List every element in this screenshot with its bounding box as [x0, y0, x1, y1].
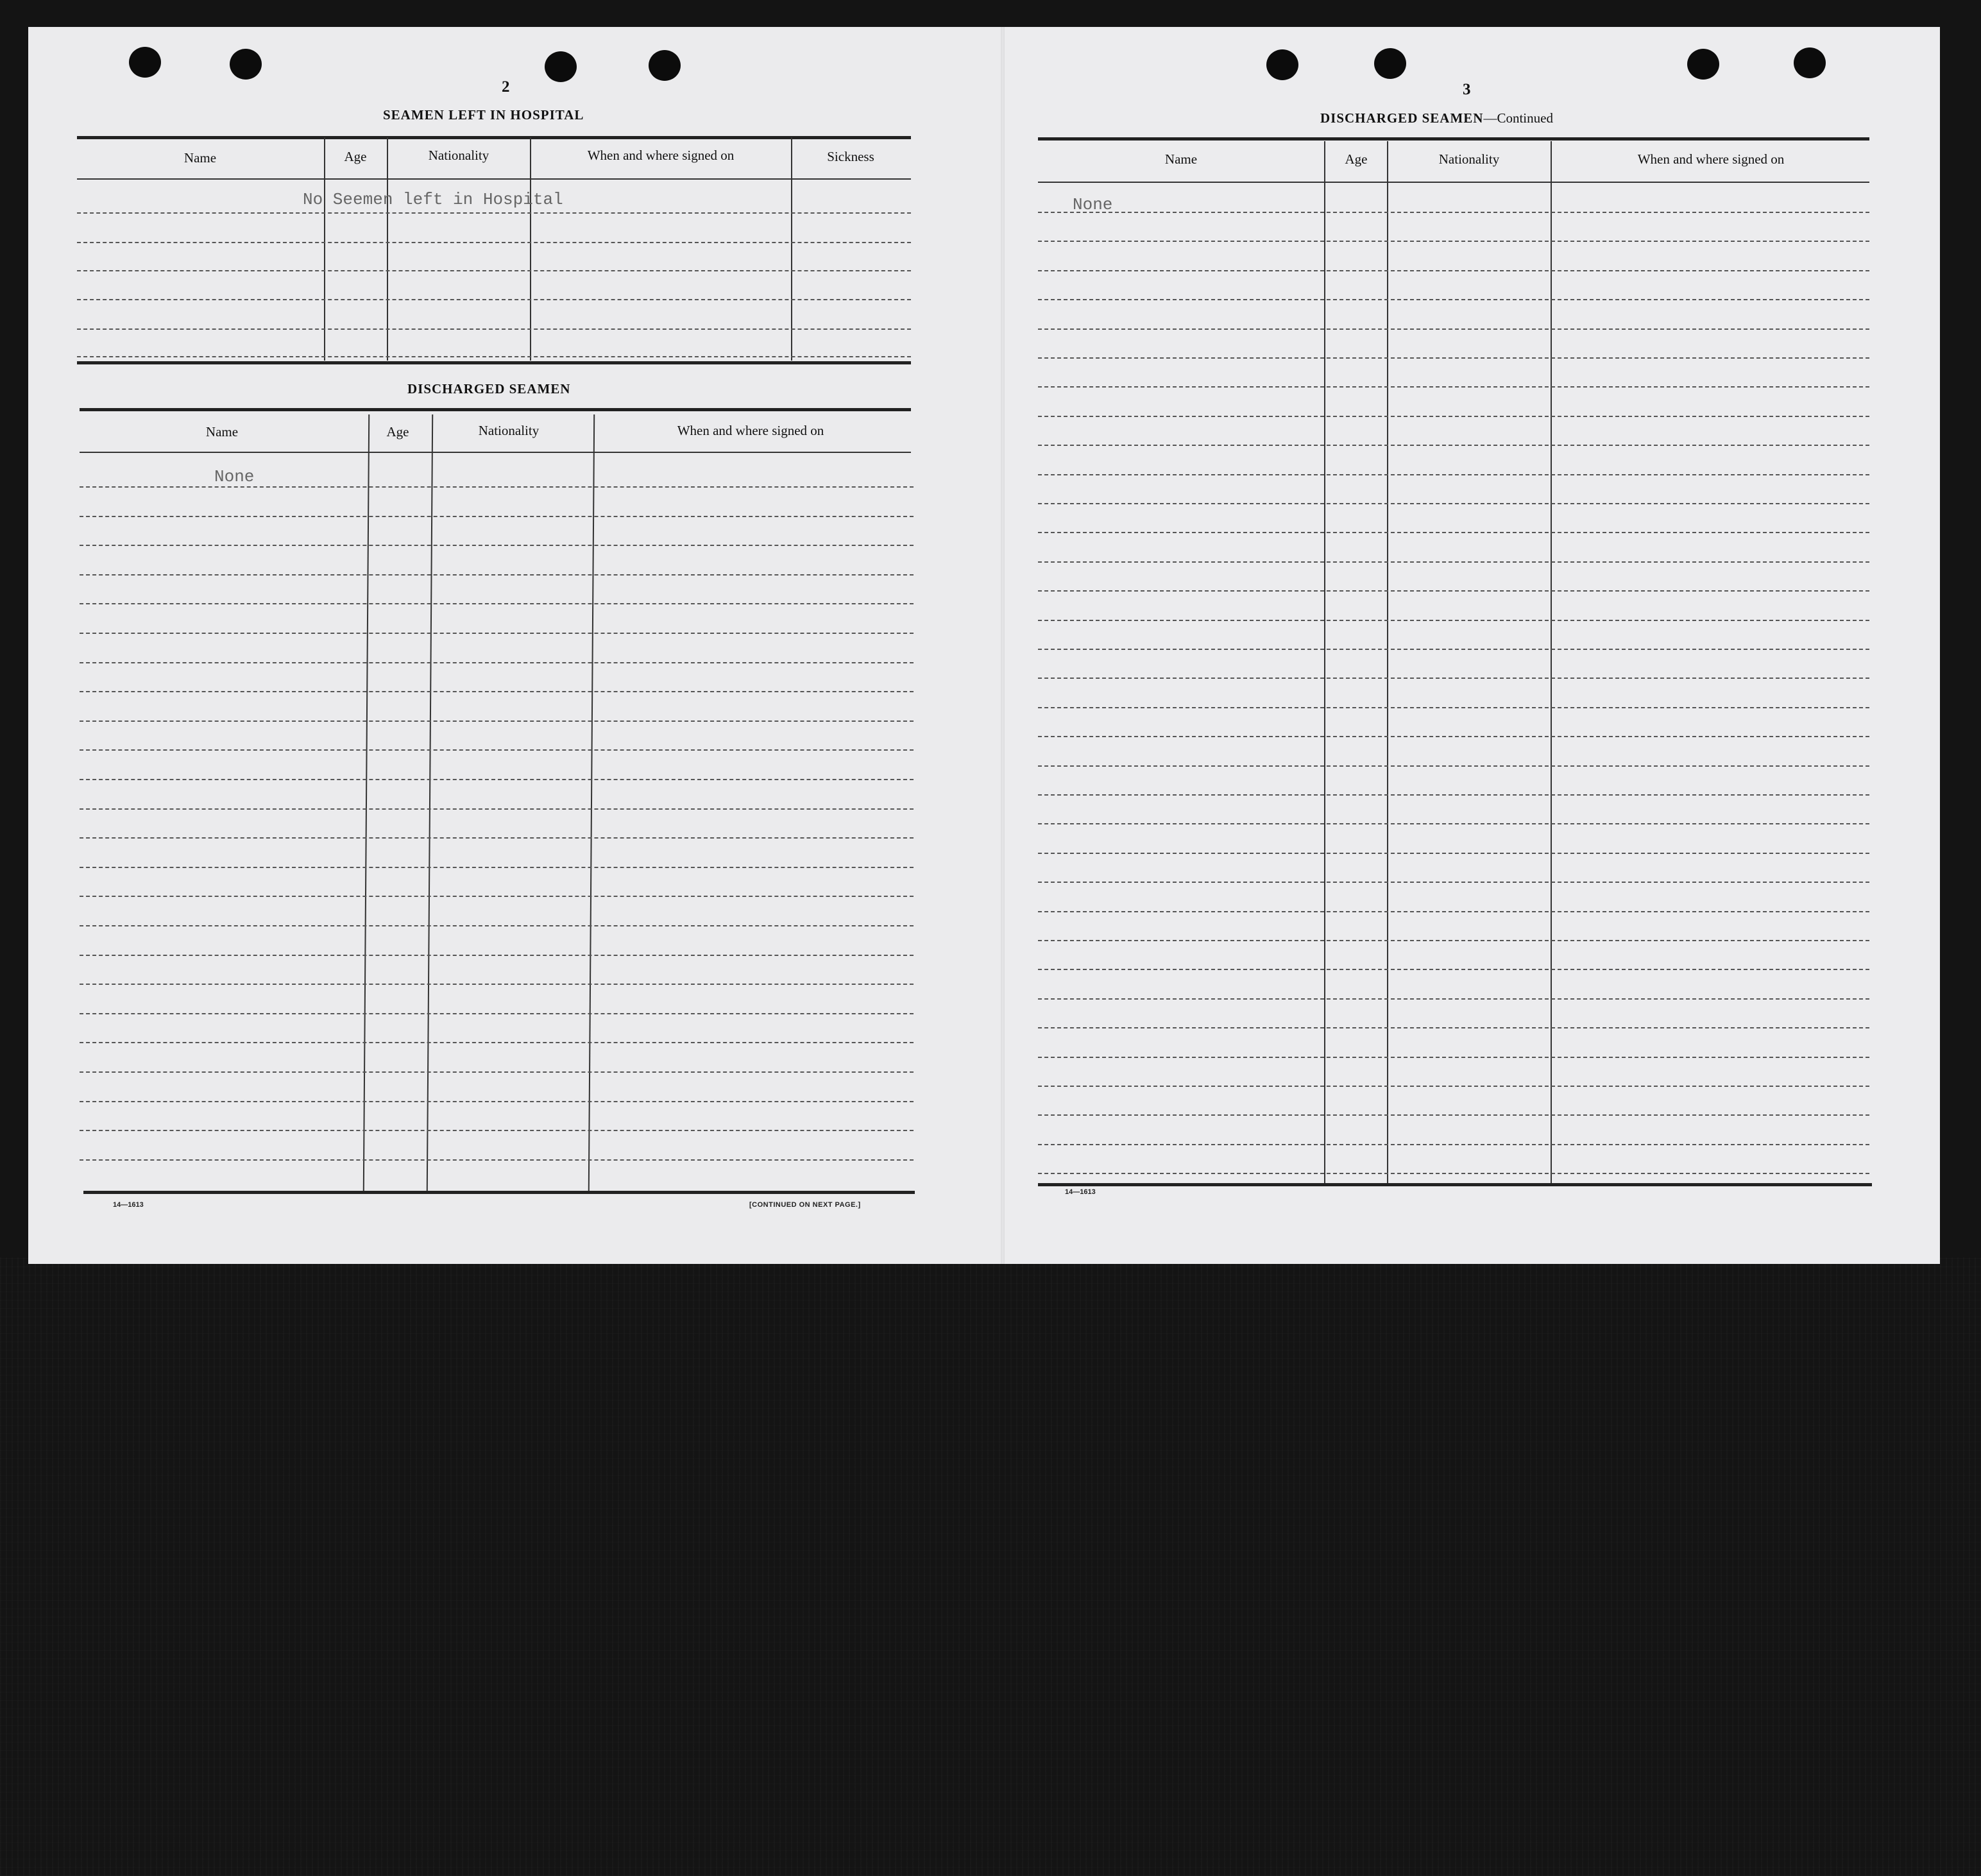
table-row — [80, 516, 914, 517]
column-header-sickness: Sickness — [827, 149, 874, 164]
table-row — [80, 662, 914, 663]
title-text: DISCHARGED SEAMEN — [1320, 110, 1484, 126]
punch-hole — [1266, 49, 1298, 80]
header-bottom-rule — [77, 178, 911, 180]
punch-hole — [649, 50, 681, 81]
column-header-signed-on: When and where signed on — [587, 148, 735, 163]
table-row — [80, 545, 914, 546]
table-row — [1038, 1027, 1869, 1028]
table-row — [80, 896, 914, 897]
table-top-rule — [1038, 137, 1869, 141]
table-bottom-rule — [77, 361, 911, 364]
table-row — [77, 356, 911, 357]
continued-note: [CONTINUED ON NEXT PAGE.] — [749, 1201, 861, 1209]
table-row — [77, 212, 911, 214]
table-row — [1038, 503, 1869, 504]
table-row — [1038, 823, 1869, 824]
form-number: 14—1613 — [113, 1201, 144, 1209]
table-row — [77, 270, 911, 271]
scanner-background — [0, 1258, 1981, 1876]
table-row — [80, 721, 914, 722]
table-row — [80, 574, 914, 576]
table-row — [1038, 853, 1869, 854]
table-row — [80, 486, 914, 488]
table-row — [1038, 357, 1869, 359]
typed-entry-no-seamen: No Seemen left in Hospital — [303, 190, 563, 209]
table-row — [80, 837, 914, 839]
table-row — [80, 1101, 914, 1102]
table-row — [80, 984, 914, 985]
column-divider — [324, 137, 325, 361]
table-row — [1038, 1114, 1869, 1116]
table-row — [1038, 299, 1869, 300]
table-row — [1038, 969, 1869, 970]
table-row — [77, 242, 911, 243]
table-row — [80, 1071, 914, 1073]
table-top-rule — [80, 408, 911, 411]
column-header-name: Name — [1164, 151, 1198, 167]
table-row — [80, 867, 914, 868]
table-row — [1038, 445, 1869, 446]
table-row — [1038, 765, 1869, 767]
punch-hole — [1374, 48, 1406, 79]
table-row — [1038, 386, 1869, 388]
hospital-section-title: SEAMEN LEFT IN HOSPITAL — [383, 107, 584, 123]
column-header-nationality: Nationality — [428, 148, 489, 163]
title-suffix: —Continued — [1483, 110, 1553, 126]
table-row — [1038, 590, 1869, 592]
discharged-section-title: DISCHARGED SEAMEN — [407, 381, 571, 397]
table-row — [77, 328, 911, 330]
table-row — [80, 1042, 914, 1043]
table-row — [1038, 1144, 1869, 1145]
table-row — [1038, 474, 1869, 475]
header-bottom-rule — [80, 452, 911, 453]
typed-entry-none: None — [214, 467, 255, 486]
table-row — [80, 691, 914, 692]
table-row — [80, 633, 914, 634]
table-row — [80, 749, 914, 751]
table-row — [1038, 882, 1869, 883]
page-fold — [1001, 27, 1005, 1264]
table-row — [1038, 940, 1869, 941]
page-number: 3 — [1463, 81, 1471, 98]
table-row — [80, 1130, 914, 1131]
column-divider — [530, 137, 531, 361]
table-top-rule — [77, 136, 911, 139]
table-row — [77, 299, 911, 300]
table-row — [1038, 707, 1869, 708]
table-bottom-rule — [83, 1191, 915, 1194]
column-divider — [791, 137, 792, 361]
table-row — [1038, 532, 1869, 533]
table-row — [1038, 328, 1869, 330]
column-header-age: Age — [344, 149, 367, 164]
column-header-nationality: Nationality — [1438, 151, 1500, 167]
column-header-signed-on: When and where signed on — [677, 423, 824, 438]
punch-hole — [230, 49, 262, 80]
table-row — [1038, 911, 1869, 912]
table-row — [1038, 678, 1869, 679]
page-number: 2 — [502, 78, 510, 96]
table-row — [1038, 620, 1869, 621]
punch-hole — [1794, 47, 1826, 78]
table-row — [1038, 1086, 1869, 1087]
table-row — [80, 1013, 914, 1014]
column-divider — [387, 137, 388, 361]
table-row — [80, 808, 914, 810]
header-bottom-rule — [1038, 182, 1869, 183]
table-row — [80, 779, 914, 780]
column-header-name: Name — [205, 424, 239, 439]
punch-hole — [129, 47, 161, 78]
table-row — [1038, 649, 1869, 650]
form-number: 14—1613 — [1065, 1188, 1096, 1196]
column-header-age: Age — [386, 424, 409, 439]
column-header-nationality: Nationality — [478, 423, 540, 438]
column-header-age: Age — [1345, 151, 1368, 167]
table-row — [80, 603, 914, 604]
table-row — [1038, 416, 1869, 417]
table-row — [1038, 212, 1869, 213]
table-row — [80, 1159, 914, 1161]
table-row — [1038, 1057, 1869, 1058]
continued-section-title — [1320, 110, 1553, 126]
punch-hole — [545, 51, 577, 82]
table-row — [1038, 561, 1869, 563]
column-header-signed-on: When and where signed on — [1637, 151, 1785, 167]
table-row — [1038, 998, 1869, 1000]
table-row — [1038, 241, 1869, 242]
column-header-name: Name — [183, 150, 217, 166]
table-row — [1038, 1173, 1869, 1174]
typed-entry-none: None — [1073, 195, 1113, 214]
table-bottom-rule — [1038, 1183, 1872, 1186]
table-row — [80, 925, 914, 926]
table-row — [80, 955, 914, 956]
table-row — [1038, 794, 1869, 796]
punch-hole — [1687, 49, 1719, 80]
table-row — [1038, 736, 1869, 737]
table-row — [1038, 270, 1869, 271]
